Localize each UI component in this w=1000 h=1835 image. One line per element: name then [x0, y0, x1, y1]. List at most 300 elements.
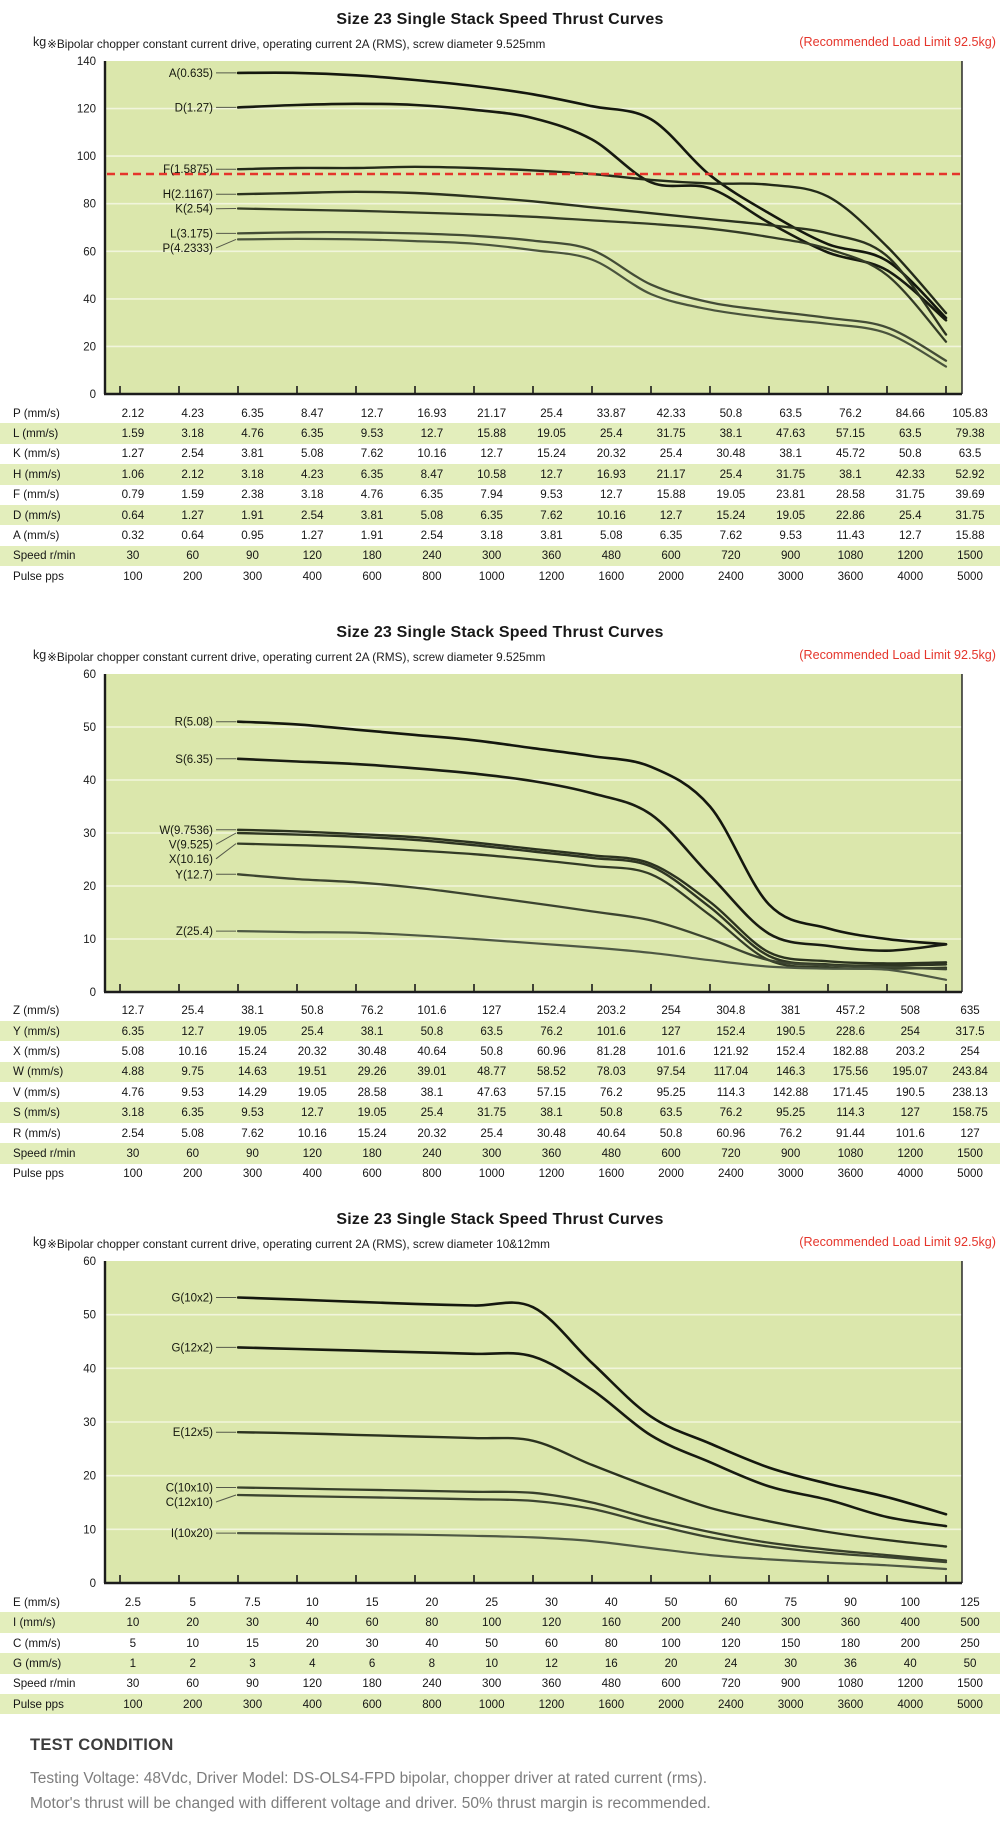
table-cell: 15.88	[940, 529, 1000, 542]
y-tick-label: 20	[83, 881, 96, 893]
table-cell: 4000	[880, 1167, 940, 1180]
table-cell: 4.88	[103, 1065, 163, 1078]
table-cell: 60	[163, 1147, 223, 1160]
table-cell: 5	[163, 1596, 223, 1609]
table-cell: 50.8	[880, 447, 940, 460]
table-cell: 101.6	[402, 1004, 462, 1017]
table-cell: 25	[462, 1596, 522, 1609]
table-cell: 360	[821, 1616, 881, 1629]
table-cell: 63.5	[940, 447, 1000, 460]
table-cell: 47.63	[462, 1086, 522, 1099]
table-cell: 900	[761, 1677, 821, 1690]
table-cell: 800	[402, 1167, 462, 1180]
table-cell: 10.58	[462, 468, 522, 481]
table-cell: 6	[342, 1657, 402, 1670]
table-cell: 8.47	[402, 468, 462, 481]
table-row	[0, 1143, 1000, 1163]
table-cell: 2.5	[103, 1596, 163, 1609]
table-cell: 3000	[761, 1167, 821, 1180]
speed-table-1	[0, 403, 1000, 587]
table-cell: 1.06	[103, 468, 163, 481]
table-cell: 2	[163, 1657, 223, 1670]
row-label: E (mm/s)	[0, 1596, 103, 1609]
table-cell: 100	[462, 1616, 522, 1629]
table-row	[0, 566, 1000, 586]
table-cell: 14.63	[223, 1065, 283, 1078]
table-cell: 30	[342, 1637, 402, 1650]
row-label: L (mm/s)	[0, 427, 103, 440]
y-tick-label: 40	[83, 294, 96, 306]
table-cell: 120	[282, 549, 342, 562]
table-cell: 240	[402, 549, 462, 562]
table-cell: 28.58	[342, 1086, 402, 1099]
table-cell: 146.3	[761, 1065, 821, 1078]
table-cell: 600	[342, 1167, 402, 1180]
table-cell: 238.13	[940, 1086, 1000, 1099]
table-cell: 30.48	[701, 447, 761, 460]
curve-label: Y(12.7)	[175, 869, 213, 881]
table-cell: 400	[880, 1616, 940, 1629]
y-tick-label: 50	[83, 1310, 96, 1322]
table-cell: 3000	[761, 1698, 821, 1711]
test-condition-line-2: Motor's thrust will be changed with different voltage and driver. 50% thrust margin is recommended.	[30, 1792, 1000, 1817]
table-cell: 19.05	[761, 509, 821, 522]
table-cell: 150	[761, 1637, 821, 1650]
y-tick-label: 0	[90, 987, 96, 999]
table-cell: 1080	[821, 549, 881, 562]
table-cell: 38.1	[522, 1106, 582, 1119]
table-cell: 300	[761, 1616, 821, 1629]
table-cell: 25.4	[163, 1004, 223, 1017]
table-cell: 38.1	[701, 427, 761, 440]
table-row	[0, 1612, 1000, 1632]
curve-label: D(1.27)	[175, 102, 214, 114]
table-cell: 76.2	[701, 1106, 761, 1119]
table-cell: 42.33	[641, 407, 701, 420]
row-label: Speed r/min	[0, 549, 103, 562]
table-cell: 101.6	[641, 1045, 701, 1058]
table-row	[0, 1021, 1000, 1041]
table-cell: 39.69	[940, 488, 1000, 501]
y-tick-label: 140	[77, 56, 96, 68]
table-cell: 12.7	[282, 1106, 342, 1119]
chart-title: Size 23 Single Stack Speed Thrust Curves	[0, 8, 1000, 32]
table-cell: 60	[342, 1616, 402, 1629]
table-cell: 15.24	[223, 1045, 283, 1058]
y-tick-label: 120	[77, 104, 96, 116]
chart-section-1	[0, 0, 1000, 587]
chart-subtitle: ※Bipolar chopper constant current drive, operating current 2A (RMS), screw diameter 9.525mm	[47, 37, 545, 51]
chart-section-2	[0, 621, 1000, 1185]
y-tick-label: 10	[83, 1524, 96, 1536]
table-cell: 100	[103, 1698, 163, 1711]
table-cell: 360	[522, 549, 582, 562]
table-cell: 635	[940, 1004, 1000, 1017]
table-row	[0, 1164, 1000, 1184]
row-label: A (mm/s)	[0, 529, 103, 542]
table-cell: 6.35	[163, 1106, 223, 1119]
table-cell: 63.5	[641, 1106, 701, 1119]
table-cell: 6.35	[103, 1025, 163, 1038]
table-cell: 7.62	[522, 509, 582, 522]
table-cell: 38.1	[223, 1004, 283, 1017]
table-cell: 600	[641, 1147, 701, 1160]
table-cell: 508	[880, 1004, 940, 1017]
curve-label: H(2.1167)	[163, 189, 213, 201]
table-cell: 42.33	[880, 468, 940, 481]
table-cell: 1.27	[103, 447, 163, 460]
table-cell: 127	[880, 1106, 940, 1119]
table-cell: 3.18	[103, 1106, 163, 1119]
row-label: Pulse pps	[0, 1167, 103, 1180]
table-row	[0, 525, 1000, 545]
table-cell: 21.17	[641, 468, 701, 481]
table-cell: 50.8	[282, 1004, 342, 1017]
table-cell: 31.75	[641, 427, 701, 440]
table-cell: 31.75	[462, 1106, 522, 1119]
table-cell: 5.08	[282, 447, 342, 460]
table-cell: 125	[940, 1596, 1000, 1609]
table-cell: 20	[163, 1616, 223, 1629]
table-cell: 120	[282, 1147, 342, 1160]
curve-label: A(0.635)	[169, 68, 213, 80]
y-tick-label: 40	[83, 775, 96, 787]
table-cell: 25.4	[522, 407, 582, 420]
table-cell: 12.7	[641, 509, 701, 522]
table-row	[0, 1653, 1000, 1673]
table-cell: 2.54	[103, 1127, 163, 1140]
table-cell: 480	[581, 1677, 641, 1690]
table-cell: 400	[282, 570, 342, 583]
table-cell: 300	[462, 1147, 522, 1160]
y-tick-label: 60	[83, 246, 96, 258]
table-cell: 300	[462, 549, 522, 562]
table-cell: 200	[641, 1616, 701, 1629]
table-cell: 6.35	[402, 488, 462, 501]
y-tick-label: 80	[83, 199, 96, 211]
table-cell: 1600	[581, 570, 641, 583]
table-cell: 228.6	[821, 1025, 881, 1038]
thrust-chart-3	[0, 1251, 1000, 1590]
curve-label: X(10.16)	[169, 853, 213, 865]
table-cell: 38.1	[402, 1086, 462, 1099]
table-cell: 15.24	[522, 447, 582, 460]
chart-subtitle-row	[0, 647, 1000, 664]
table-cell: 47.63	[761, 427, 821, 440]
table-cell: 90	[223, 549, 283, 562]
row-label: C (mm/s)	[0, 1637, 103, 1650]
y-tick-label: 50	[83, 722, 96, 734]
row-label: H (mm/s)	[0, 468, 103, 481]
table-cell: 76.2	[821, 407, 881, 420]
table-cell: 6.35	[282, 427, 342, 440]
table-cell: 4.76	[223, 427, 283, 440]
table-cell: 31.75	[880, 488, 940, 501]
table-cell: 101.6	[581, 1025, 641, 1038]
table-cell: 127	[462, 1004, 522, 1017]
y-axis-unit-label: kg	[33, 648, 46, 662]
curve-label: P(4.2333)	[162, 243, 213, 255]
table-cell: 5000	[940, 570, 1000, 583]
table-cell: 25.4	[641, 447, 701, 460]
table-cell: 19.05	[342, 1106, 402, 1119]
table-cell: 1200	[880, 1147, 940, 1160]
table-cell: 78.03	[581, 1065, 641, 1078]
table-row	[0, 1592, 1000, 1612]
table-cell: 1200	[522, 570, 582, 583]
table-cell: 127	[641, 1025, 701, 1038]
table-cell: 25.4	[581, 427, 641, 440]
table-row	[0, 464, 1000, 484]
table-cell: 100	[103, 1167, 163, 1180]
table-cell: 4.76	[342, 488, 402, 501]
curve-label: F(1.5875)	[163, 164, 213, 176]
table-cell: 8	[402, 1657, 462, 1670]
table-cell: 200	[163, 570, 223, 583]
table-cell: 76.2	[522, 1025, 582, 1038]
table-cell: 38.1	[821, 468, 881, 481]
table-cell: 52.92	[940, 468, 1000, 481]
table-cell: 16.93	[581, 468, 641, 481]
table-cell: 720	[701, 549, 761, 562]
table-row	[0, 485, 1000, 505]
table-cell: 243.84	[940, 1065, 1000, 1078]
table-cell: 6.35	[342, 468, 402, 481]
table-cell: 4.23	[282, 468, 342, 481]
table-cell: 80	[581, 1637, 641, 1650]
table-cell: 300	[223, 1167, 283, 1180]
table-cell: 190.5	[880, 1086, 940, 1099]
table-row	[0, 1674, 1000, 1694]
table-cell: 76.2	[581, 1086, 641, 1099]
table-cell: 50.8	[462, 1045, 522, 1058]
table-cell: 31.75	[940, 509, 1000, 522]
table-cell: 7.5	[223, 1596, 283, 1609]
table-cell: 5.08	[103, 1045, 163, 1058]
table-cell: 40	[282, 1616, 342, 1629]
row-label: R (mm/s)	[0, 1127, 103, 1140]
row-label: Pulse pps	[0, 570, 103, 583]
curve-label: S(6.35)	[175, 753, 213, 765]
table-cell: 45.72	[821, 447, 881, 460]
table-cell: 4000	[880, 1698, 940, 1711]
table-cell: 75	[761, 1596, 821, 1609]
table-cell: 304.8	[701, 1004, 761, 1017]
table-cell: 2.38	[223, 488, 283, 501]
load-limit-note: (Recommended Load Limit 92.5kg)	[799, 1235, 996, 1249]
table-cell: 100	[641, 1637, 701, 1650]
table-cell: 25.4	[282, 1025, 342, 1038]
table-cell: 120	[522, 1616, 582, 1629]
table-cell: 80	[402, 1616, 462, 1629]
curve-label: C(10x10)	[166, 1483, 213, 1495]
table-cell: 250	[940, 1637, 1000, 1650]
table-cell: 9.53	[761, 529, 821, 542]
table-cell: 114.3	[701, 1086, 761, 1099]
table-cell: 4.23	[163, 407, 223, 420]
table-cell: 0.32	[103, 529, 163, 542]
table-cell: 40.64	[581, 1127, 641, 1140]
table-cell: 105.83	[940, 407, 1000, 420]
table-cell: 58.52	[522, 1065, 582, 1078]
speed-table-2	[0, 1001, 1000, 1185]
table-cell: 5000	[940, 1698, 1000, 1711]
y-tick-label: 20	[83, 341, 96, 353]
table-cell: 91.44	[821, 1127, 881, 1140]
table-cell: 30	[761, 1657, 821, 1670]
table-cell: 23.81	[761, 488, 821, 501]
table-cell: 25.4	[880, 509, 940, 522]
row-label: I (mm/s)	[0, 1616, 103, 1629]
table-row	[0, 1102, 1000, 1122]
table-cell: 30	[103, 549, 163, 562]
table-cell: 800	[402, 1698, 462, 1711]
table-cell: 4	[282, 1657, 342, 1670]
table-row	[0, 403, 1000, 423]
table-cell: 800	[402, 570, 462, 583]
table-cell: 400	[282, 1167, 342, 1180]
y-tick-label: 40	[83, 1363, 96, 1375]
table-cell: 3.18	[163, 427, 223, 440]
table-cell: 50	[940, 1657, 1000, 1670]
table-cell: 84.66	[880, 407, 940, 420]
table-row	[0, 1062, 1000, 1082]
table-cell: 1600	[581, 1167, 641, 1180]
table-cell: 1200	[522, 1167, 582, 1180]
table-row	[0, 1123, 1000, 1143]
table-cell: 195.07	[880, 1065, 940, 1078]
row-label: K (mm/s)	[0, 447, 103, 460]
table-cell: 101.6	[880, 1127, 940, 1140]
table-cell: 20.32	[402, 1127, 462, 1140]
table-cell: 40	[880, 1657, 940, 1670]
table-cell: 2400	[701, 570, 761, 583]
table-cell: 39.01	[402, 1065, 462, 1078]
table-cell: 40	[402, 1637, 462, 1650]
table-row	[0, 1082, 1000, 1102]
table-cell: 38.1	[761, 447, 821, 460]
table-cell: 81.28	[581, 1045, 641, 1058]
table-cell: 9.75	[163, 1065, 223, 1078]
table-cell: 2.12	[103, 407, 163, 420]
table-cell: 63.5	[761, 407, 821, 420]
table-cell: 3.18	[282, 488, 342, 501]
table-cell: 114.3	[821, 1106, 881, 1119]
table-cell: 1.91	[223, 509, 283, 522]
table-cell: 10	[462, 1657, 522, 1670]
table-cell: 76.2	[761, 1127, 821, 1140]
table-row	[0, 1633, 1000, 1653]
table-cell: 60	[701, 1596, 761, 1609]
table-cell: 900	[761, 1147, 821, 1160]
curve-label: G(12x2)	[171, 1342, 213, 1354]
table-row	[0, 546, 1000, 566]
table-cell: 0.79	[103, 488, 163, 501]
table-cell: 254	[641, 1004, 701, 1017]
table-cell: 3.81	[522, 529, 582, 542]
chart-title: Size 23 Single Stack Speed Thrust Curves	[0, 1208, 1000, 1232]
table-cell: 7.94	[462, 488, 522, 501]
chart-section-3	[0, 1208, 1000, 1714]
chart-title: Size 23 Single Stack Speed Thrust Curves	[0, 621, 1000, 645]
row-label: Speed r/min	[0, 1677, 103, 1690]
table-cell: 20	[641, 1657, 701, 1670]
table-cell: 50.8	[402, 1025, 462, 1038]
table-cell: 25.4	[402, 1106, 462, 1119]
table-cell: 9.53	[163, 1086, 223, 1099]
table-row	[0, 505, 1000, 525]
table-cell: 600	[342, 1698, 402, 1711]
table-cell: 11.43	[821, 529, 881, 542]
row-label: F (mm/s)	[0, 488, 103, 501]
table-cell: 79.38	[940, 427, 1000, 440]
table-cell: 1600	[581, 1698, 641, 1711]
table-cell: 152.4	[522, 1004, 582, 1017]
table-cell: 29.26	[342, 1065, 402, 1078]
table-cell: 50.8	[641, 1127, 701, 1140]
table-cell: 400	[282, 1698, 342, 1711]
table-cell: 1080	[821, 1677, 881, 1690]
table-cell: 12.7	[402, 427, 462, 440]
table-cell: 19.51	[282, 1065, 342, 1078]
table-cell: 152.4	[701, 1025, 761, 1038]
table-cell: 10.16	[282, 1127, 342, 1140]
y-tick-label: 60	[83, 1256, 96, 1268]
table-cell: 0.95	[223, 529, 283, 542]
table-cell: 24	[701, 1657, 761, 1670]
table-cell: 15	[223, 1637, 283, 1650]
table-cell: 180	[342, 1677, 402, 1690]
table-cell: 3.81	[223, 447, 283, 460]
table-row	[0, 423, 1000, 443]
y-axis-unit-label: kg	[33, 35, 46, 49]
table-cell: 203.2	[880, 1045, 940, 1058]
table-cell: 60	[163, 1677, 223, 1690]
table-cell: 1200	[880, 1677, 940, 1690]
row-label: V (mm/s)	[0, 1086, 103, 1099]
table-cell: 28.58	[821, 488, 881, 501]
speed-table-3	[0, 1592, 1000, 1714]
table-cell: 19.05	[282, 1086, 342, 1099]
table-cell: 10.16	[581, 509, 641, 522]
table-cell: 21.17	[462, 407, 522, 420]
table-cell: 200	[163, 1167, 223, 1180]
table-cell: 1200	[522, 1698, 582, 1711]
table-cell: 20.32	[581, 447, 641, 460]
table-cell: 15.88	[462, 427, 522, 440]
table-cell: 60	[163, 549, 223, 562]
table-cell: 19.05	[522, 427, 582, 440]
curve-label: W(9.7536)	[159, 824, 213, 836]
table-cell: 254	[880, 1025, 940, 1038]
chart-subtitle-row	[0, 34, 1000, 51]
curve-label: C(12x10)	[166, 1497, 213, 1509]
table-cell: 1080	[821, 1147, 881, 1160]
table-cell: 2.54	[163, 447, 223, 460]
row-label: Pulse pps	[0, 1698, 103, 1711]
table-cell: 1200	[880, 549, 940, 562]
table-cell: 7.62	[342, 447, 402, 460]
thrust-chart-2	[0, 664, 1000, 999]
table-cell: 1.59	[103, 427, 163, 440]
table-cell: 20	[402, 1596, 462, 1609]
y-axis-unit-label: kg	[33, 1235, 46, 1249]
y-tick-label: 30	[83, 1417, 96, 1429]
table-cell: 12	[522, 1657, 582, 1670]
table-cell: 50	[641, 1596, 701, 1609]
table-cell: 720	[701, 1677, 761, 1690]
table-cell: 5.08	[402, 509, 462, 522]
